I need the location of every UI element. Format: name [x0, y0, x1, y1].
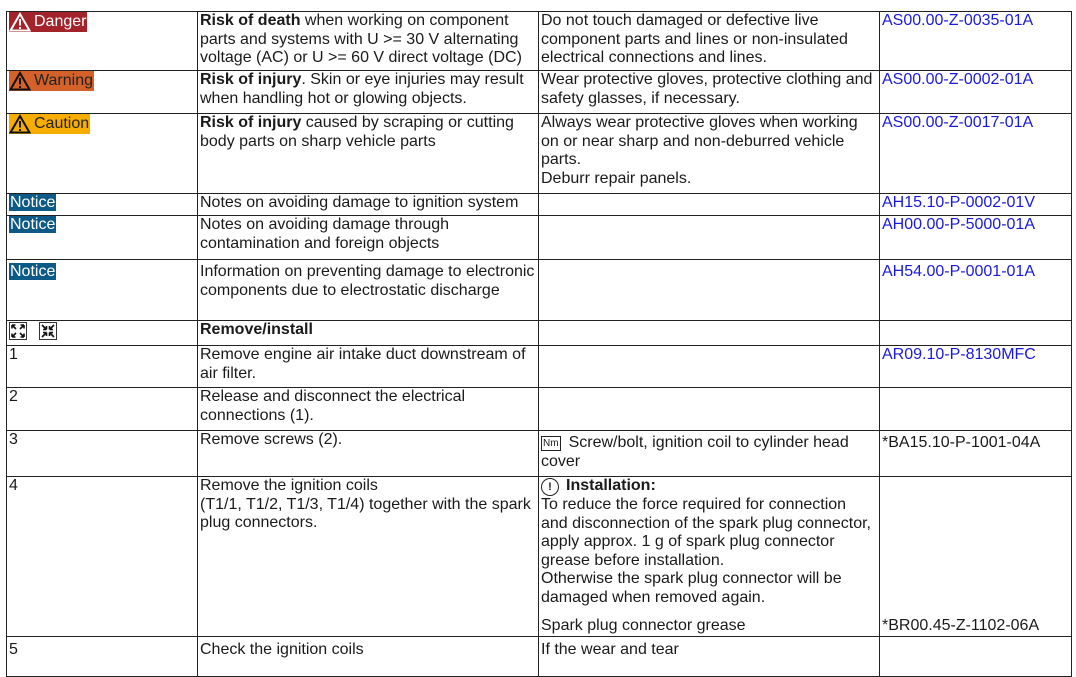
notice-ref-link[interactable]: AH54.00-P-0001-01A — [880, 260, 1072, 321]
step-number: 3 — [7, 431, 198, 477]
danger-badge — [9, 12, 87, 32]
installation-heading — [541, 477, 877, 496]
step-number: 1 — [7, 346, 198, 388]
step-row — [7, 346, 1072, 388]
step-ref-link[interactable]: AR09.10-P-8130MFC — [880, 346, 1072, 388]
hazard-remedy: Do not touch damaged or defective live component parts and lines or non-insulated electrical connections and lines. — [539, 12, 880, 71]
procedure-table — [6, 11, 1072, 677]
step-text: Release and disconnect the electrical connections (1). — [198, 388, 539, 431]
hazard-remedy: Wear protective gloves, protective clothing and safety glasses, if necessary. — [539, 71, 880, 114]
notice-ref-link[interactable]: AH00.00-P-5000-01A — [880, 216, 1072, 260]
step-text-line: Remove the ignition coils — [200, 477, 378, 494]
hazard-title: Risk of death — [200, 12, 301, 29]
hazard-row-warning — [7, 71, 1072, 114]
expand-icon[interactable] — [9, 322, 27, 340]
caution-label: Caution — [34, 115, 90, 132]
warning-triangle-icon — [9, 12, 31, 32]
hazard-row-caution — [7, 114, 1072, 194]
notice-badge: Notice — [10, 263, 56, 280]
section-row — [7, 321, 1072, 346]
hazard-label-cell — [7, 12, 198, 71]
caution-badge — [9, 114, 90, 134]
notice-badge: Notice — [10, 194, 56, 211]
step-number: 5 — [7, 637, 198, 677]
hazard-description — [198, 71, 539, 114]
step-row — [7, 431, 1072, 477]
notice-row — [7, 194, 1072, 216]
hazard-label-cell — [7, 71, 198, 114]
hazard-row-danger — [7, 12, 1072, 71]
step-text — [198, 477, 539, 637]
warning-badge — [9, 71, 94, 91]
hazard-ref-link[interactable]: AS00.00-Z-0017-01A — [880, 114, 1072, 194]
notice-ref-link[interactable]: AH15.10-P-0002-01V — [880, 194, 1072, 216]
step-note: If the wear and tear — [539, 637, 880, 677]
grease-label: Spark plug connector grease — [541, 616, 746, 634]
hazard-description — [198, 12, 539, 71]
hazard-title: Risk of injury — [200, 114, 302, 131]
remedy-text: Always wear protective gloves when working on or near sharp and non-deburred vehicle parts. — [541, 114, 858, 168]
hazard-description — [198, 114, 539, 194]
grease-ref: *BR00.45-Z-1102-06A — [882, 616, 1040, 634]
warning-label: Warning — [34, 72, 93, 89]
step-row — [7, 388, 1072, 431]
torque-nm-icon: Nm — [543, 438, 559, 449]
installation-text-2: Otherwise the spark plug connector will be damaged when removed again. — [541, 570, 842, 606]
hazard-text: caused by scraping or cutting body parts on sharp vehicle parts — [200, 114, 514, 150]
warning-triangle-icon — [9, 114, 31, 134]
hazard-ref-link[interactable]: AS00.00-Z-0002-01A — [880, 71, 1072, 114]
torque-note: Screw/bolt, ignition coil to cylinder head cover — [541, 434, 849, 470]
step-number: 2 — [7, 388, 198, 431]
step-text: Check the ignition coils — [198, 637, 539, 677]
section-title: Remove/install — [200, 321, 313, 338]
collapse-icon[interactable] — [39, 322, 57, 340]
torque-ref: *BA15.10-P-1001-04A — [880, 431, 1072, 477]
installation-title: Installation: — [566, 477, 656, 494]
notice-badge: Notice — [10, 216, 56, 233]
hazard-ref-link[interactable]: AS00.00-Z-0035-01A — [880, 12, 1072, 71]
installation-text: To reduce the force required for connection and disconnection of the spark plug connector, apply approx. 1 g of spark plug connector grease before installation. — [541, 496, 871, 569]
step-row — [7, 637, 1072, 677]
remedy-text-2: Deburr repair panels. — [541, 169, 692, 187]
installation-note-icon: ! — [541, 478, 559, 496]
hazard-text: . Skin or eye injuries may result when handling hot or glowing objects. — [200, 71, 524, 107]
notice-text: Information on preventing damage to electronic components due to electrostatic discharge — [198, 260, 539, 321]
hazard-text: when working on component parts and systems with U >= 30 V alternating voltage (AC) or U >= 60 V direct voltage (DC) — [200, 12, 522, 66]
step-text-line: (T1/1, T1/2, T1/3, T1/4) together with the spark plug connectors. — [200, 495, 531, 531]
warning-triangle-icon — [9, 71, 31, 91]
notice-text: Notes on avoiding damage through contamination and foreign objects — [198, 216, 539, 260]
step-number: 4 — [7, 477, 198, 637]
hazard-title: Risk of injury — [200, 71, 302, 88]
step-text: Remove engine air intake duct downstream of air filter. — [198, 346, 539, 388]
hazard-label-cell — [7, 114, 198, 194]
hazard-remedy — [539, 114, 880, 194]
step-text: Remove screws (2). — [198, 431, 539, 477]
danger-label: Danger — [34, 13, 87, 30]
notice-text: Notes on avoiding damage to ignition system — [198, 194, 539, 216]
notice-row — [7, 216, 1072, 260]
step-row — [7, 477, 1072, 637]
notice-row — [7, 260, 1072, 321]
